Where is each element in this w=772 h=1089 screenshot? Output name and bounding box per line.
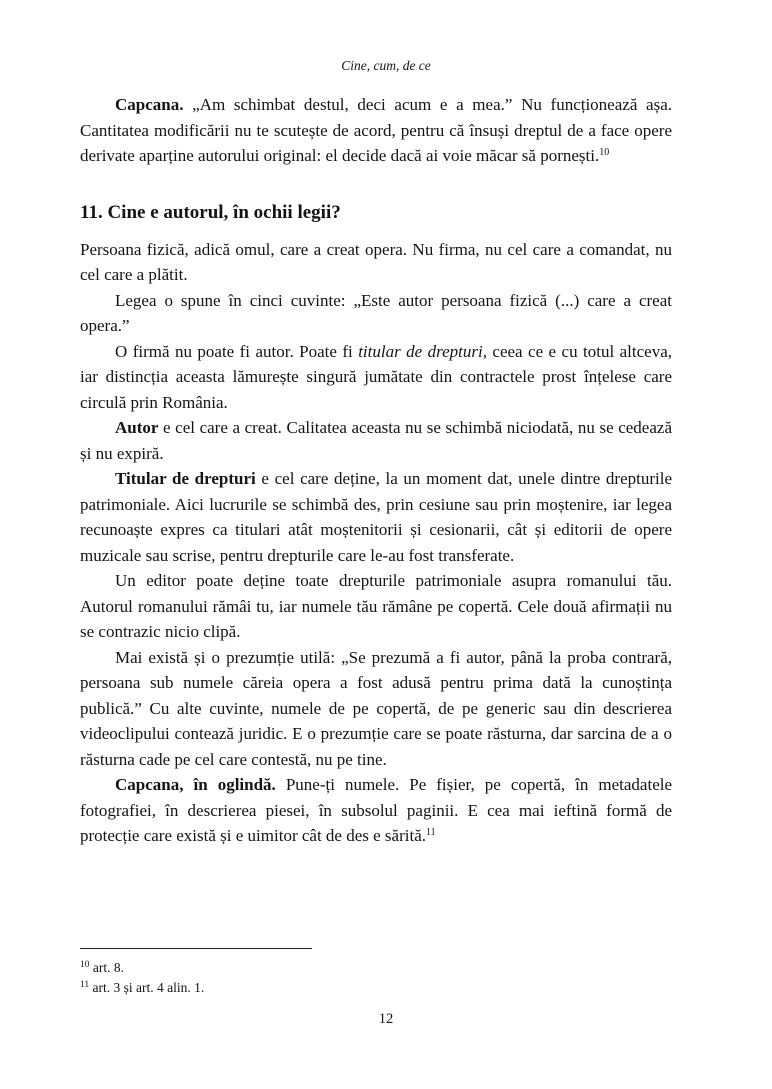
- footnote-ref: 11: [426, 827, 436, 838]
- footnote-ref: 10: [599, 147, 610, 158]
- paragraph-autor: [80, 415, 672, 466]
- footnote: [80, 978, 204, 998]
- paragraph-capcana: [80, 92, 672, 169]
- paragraph-firma: [80, 339, 672, 416]
- footnotes: [80, 958, 204, 998]
- paragraph-text: O firmă nu poate fi autor. Poate fi: [115, 341, 359, 361]
- paragraph-oglinda: [80, 772, 672, 849]
- running-head: Cine, cum, de ce: [341, 58, 431, 73]
- section-heading: 11. Cine e autorul, în ochii legii?: [80, 201, 341, 223]
- paragraph-lead: Titular de drepturi: [115, 469, 256, 488]
- footnote-text: art. 8.: [89, 960, 124, 975]
- footnote-text: art. 3 și art. 4 alin. 1.: [89, 980, 205, 995]
- footnote: [80, 958, 204, 978]
- footnote-number: 11: [80, 980, 90, 990]
- paragraph-legea: Legea o spune în cinci cuvinte: „Este autor persoana fizică (...) care a creat opera.”: [80, 290, 672, 335]
- paragraph-text: , ceea ce e cu totul altceva, iar distincția aceasta lămurește singură jumătate din contractele prost înțelese care circulă prin România.: [80, 341, 672, 412]
- page-number: 12: [378, 1011, 394, 1027]
- body-text: [80, 92, 672, 849]
- paragraph-text: „Am schimbat destul, deci acum e a mea.” Nu funcționează așa. Cantitatea modificării nu te scutește de acord, pentru că însuși dreptul de a face opere derivate aparține autorului original: el decide dacă ai voie măcar să pornești.: [80, 95, 672, 165]
- paragraph-text: e cel care deține, la un moment dat, unele dintre drepturile patrimoniale. Aici lucrurile se schimbă des, prin cesiune sau prin moștenire, iar legea recunoaște expres ca titulari atât moștenitorii și cesionarii, cât și editorii de opere muzicale sau scrise, pentru drepturile care le-au fost transferate.: [80, 469, 672, 565]
- paragraph-lead: Capcana.: [115, 95, 184, 114]
- paragraph-editor: Un editor poate deține toate drepturile patrimoniale asupra romanului tău. Autorul romanului rămâi tu, iar numele tău rămâne pe copertă. Cele două afirmații nu se contrazic nicio clipă.: [80, 571, 672, 641]
- paragraph-lead: Autor: [115, 418, 159, 437]
- paragraph-text: e cel care a creat. Calitatea aceasta nu se schimbă niciodată, nu se cedează și nu expiră.: [80, 418, 672, 463]
- paragraph-prezumtie: Mai există și o prezumție utilă: „Se prezumă a fi autor, până la proba contrară, persoana sub numele căreia opera a fost adusă pentru prima dată la cunoștința publică.” Cu alte cuvinte, numele de pe copertă, de pe generic sau din descrierea videoclipului contează juridic. E o prezumție care se poate răsturna, dar sarcina de a o răsturna cade pe cel care contestă, nu pe tine.: [80, 647, 672, 769]
- paragraph-persoana: Persoana fizică, adică omul, care a creat opera. Nu firma, nu cel care a comandat, nu cel care a plătit.: [80, 239, 672, 284]
- paragraph-lead: Capcana, în oglindă.: [115, 775, 276, 794]
- paragraph-titular: [80, 466, 672, 568]
- paragraph-text: Pune-ți numele. Pe fișier, pe copertă, în metadatele fotografiei, în descrierea piesei, în subsolul paginii. E cea mai ieftină formă de protecție care există și e uimitor cât de des e sărită.: [80, 775, 673, 845]
- italic-term: titular de drepturi: [358, 341, 483, 361]
- footnote-separator: [80, 948, 312, 949]
- footnote-number: 10: [80, 960, 90, 970]
